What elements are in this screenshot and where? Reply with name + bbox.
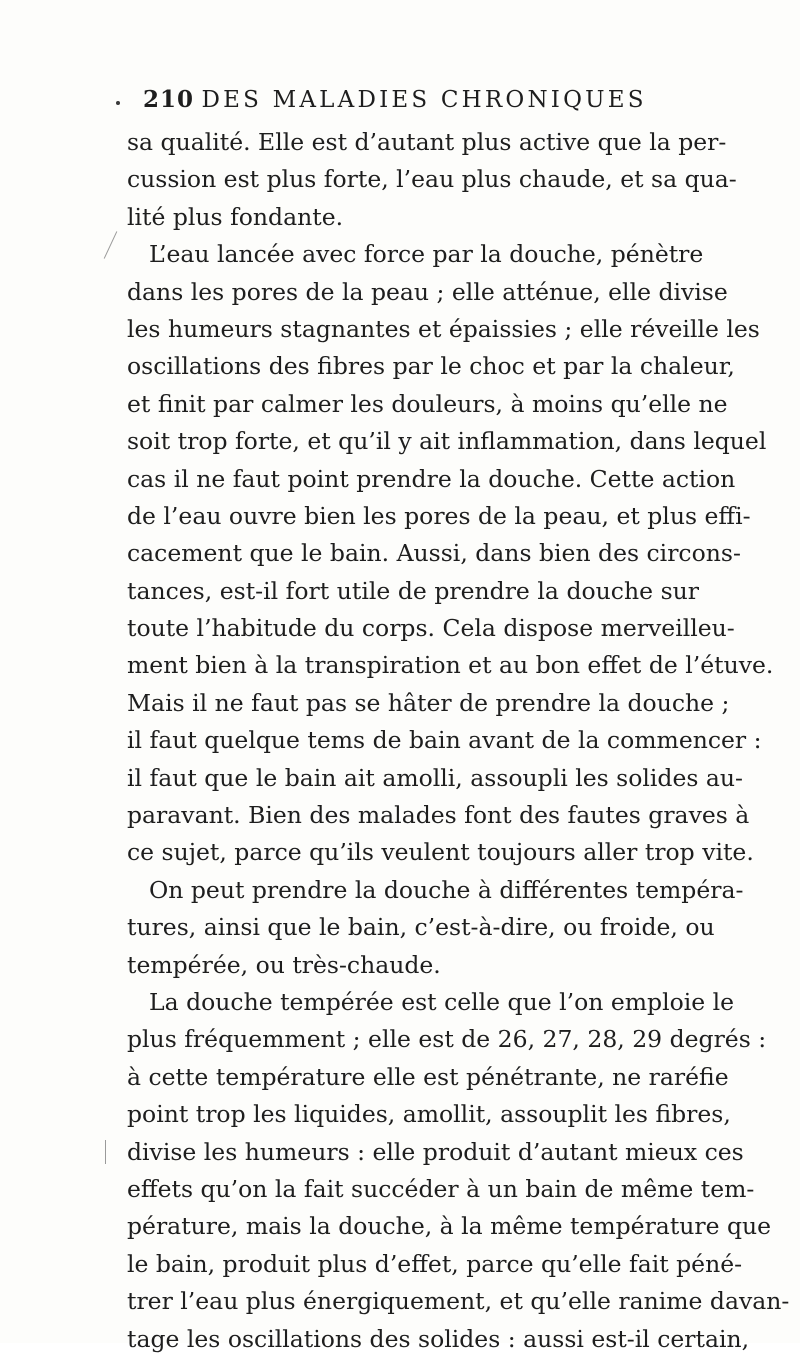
- page-number: 210: [143, 86, 195, 113]
- text-line: L’eau lancée avec force par la douche, pénètre: [149, 240, 704, 269]
- text-line: et finit par calmer les douleurs, à moins qu’elle ne: [127, 389, 728, 418]
- text-line: oscillations des fibres par le choc et par la chaleur,: [127, 352, 735, 381]
- text-line: effets qu’on la fait succéder à un bain de même tem-: [127, 1174, 755, 1203]
- text-line: tempérée, ou très-chaude.: [127, 950, 441, 979]
- text-line: dans les pores de la peau ; elle atténue, elle divise: [127, 277, 728, 306]
- text-line: cussion est plus forte, l’eau plus chaude, et sa qua-: [127, 165, 737, 194]
- text-line: ment bien à la transpiration et au bon effet de l’étuve.: [127, 651, 774, 680]
- text-line: toute l’habitude du corps. Cela dispose merveilleu-: [127, 614, 735, 643]
- text-line: tances, est-il fort utile de prendre la douche sur: [127, 576, 699, 605]
- text-line: plus fréquemment ; elle est de 26, 27, 28, 29 degrés :: [127, 1025, 767, 1054]
- text-line: il faut quelque tems de bain avant de la commencer :: [127, 726, 762, 755]
- text-line: tage les oscillations des solides : aussi est-il certain,: [127, 1324, 750, 1353]
- text-line: de l’eau ouvre bien les pores de la peau, et plus effi-: [127, 501, 751, 530]
- text-line: ce sujet, parce qu’ils veulent toujours aller trop vite.: [127, 838, 754, 867]
- text-line: paravant. Bien des malades font des fautes graves à: [127, 801, 750, 830]
- text-line: cacement que le bain. Aussi, dans bien des circons-: [127, 539, 741, 568]
- text-line: soit trop forte, et qu’il y ait inflammation, dans lequel: [127, 427, 767, 456]
- text-line: La douche tempérée est celle que l’on emploie le: [149, 987, 735, 1016]
- body-text: [127, 124, 790, 1358]
- text-line: il faut que le bain ait amolli, assoupli les solides au-: [127, 763, 743, 792]
- text-line: point trop les liquides, amollit, assouplit les fibres,: [127, 1100, 731, 1129]
- text-line: les humeurs stagnantes et épaissies ; elle réveille les: [127, 314, 760, 343]
- text-line: tures, ainsi que le bain, c’est-à-dire, ou froide, ou: [127, 913, 715, 942]
- text-line: Mais il ne faut pas se hâter de prendre la douche ;: [127, 688, 730, 717]
- margin-mark: [105, 1140, 106, 1164]
- scan-speck: [116, 101, 120, 105]
- text-line: sa qualité. Elle est d’autant plus active que la per-: [127, 128, 727, 156]
- text-line: à cette température elle est pénétrante, ne raréfie: [127, 1062, 729, 1091]
- text-line: trer l’eau plus énergiquement, et qu’elle ranime davan-: [127, 1287, 790, 1316]
- text-line: divise les humeurs : elle produit d’autant mieux ces: [127, 1137, 744, 1166]
- text-line: le bain, produit plus d’effet, parce qu’elle fait péné-: [127, 1249, 743, 1278]
- text-line: cas il ne faut point prendre la douche. Cette action: [127, 464, 736, 493]
- text-line: On peut prendre la douche à différentes tempéra-: [149, 875, 744, 904]
- running-header: [143, 86, 703, 120]
- text-line: pérature, mais la douche, à la même température que: [127, 1212, 772, 1241]
- margin-mark: [104, 231, 118, 259]
- text-line: lité plus fondante.: [127, 202, 344, 231]
- running-title: DES MALADIES CHRONIQUES: [201, 87, 647, 113]
